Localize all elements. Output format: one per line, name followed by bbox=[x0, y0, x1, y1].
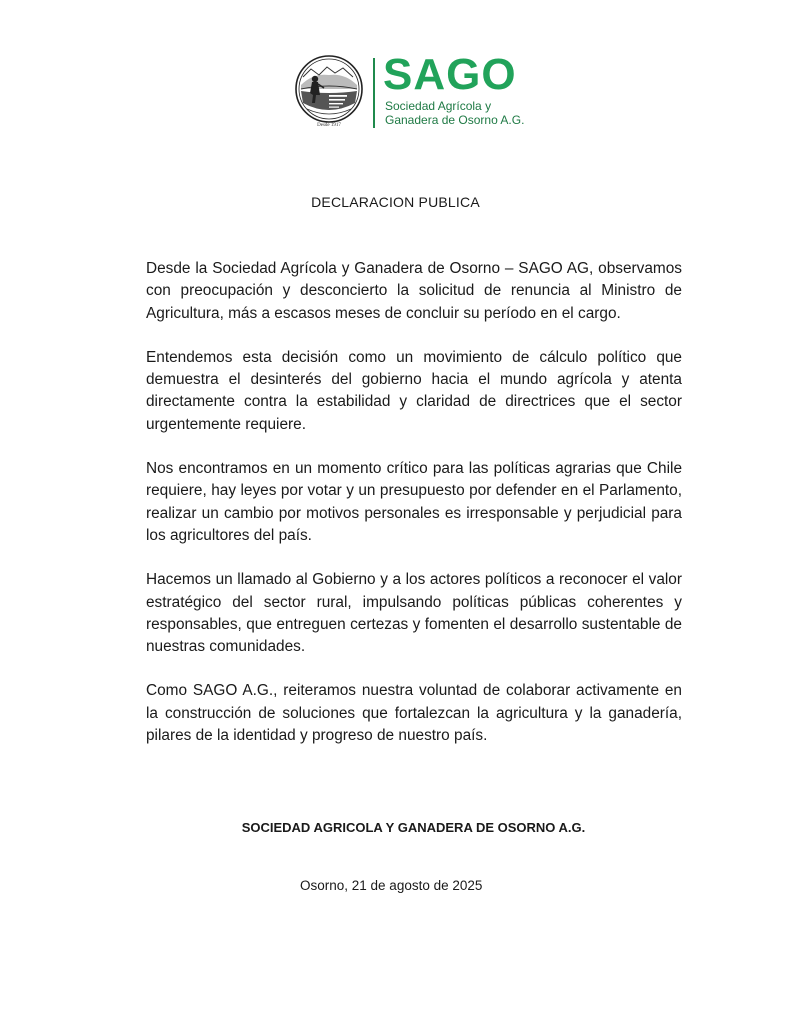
logo-divider bbox=[373, 58, 375, 128]
sago-logo bbox=[293, 50, 543, 135]
paragraph-1: Desde la Sociedad Agrícola y Ganadera de Osorno – SAGO AG, observamos con preocupación y desconcierto la solicitud de renuncia al Ministro de Agricultura, más a escasos meses de concluir su período en el cargo. bbox=[146, 260, 682, 322]
paragraph-2: Entendemos esta decisión como un movimiento de cálculo político que demuestra el desinterés del gobierno hacia el mundo agrícola y atenta directamente contra la estabilidad y claridad de directrices que el sector urgentemente requiere. bbox=[146, 348, 682, 433]
brand-name: SAGO bbox=[383, 50, 517, 99]
date-line: Osorno, 21 de agosto de 2025 bbox=[300, 878, 483, 893]
brand-subtitle-line2: Ganadera de Osorno A.G. bbox=[385, 113, 525, 127]
seal-caption: Desde 1917 bbox=[317, 123, 341, 128]
signature-line: SOCIEDAD AGRICOLA Y GANADERA DE OSORNO A.G. bbox=[241, 820, 586, 835]
paragraph-5: Como SAGO A.G., reiteramos nuestra voluntad de colaborar activamente en la construcción de soluciones que fortalezcan la agricultura y la ganadería, pilares de la identidad y progreso de nuestro país. bbox=[146, 682, 682, 745]
paragraph-3: Nos encontramos en un momento crítico para las políticas agrarias que Chile requiere, hay leyes por votar y un presupuesto por defender en el Parlamento, realizar un cambio por motivos personales es irresponsable y perjudicial para los agricultores del país. bbox=[146, 460, 682, 544]
brand-subtitle bbox=[385, 99, 524, 127]
document-body bbox=[146, 258, 682, 769]
brand-subtitle-line1: Sociedad Agrícola y bbox=[385, 99, 492, 113]
document-title: DECLARACION PUBLICA bbox=[311, 194, 480, 210]
seal-emblem-icon bbox=[293, 55, 365, 131]
paragraph-4: Hacemos un llamado al Gobierno y a los actores políticos a reconocer el valor estratégico del sector rural, impulsando políticas públicas coherentes y responsables, que entreguen certezas y fomenten el desarrollo sustentable de nuestras comunidades. bbox=[146, 571, 682, 656]
